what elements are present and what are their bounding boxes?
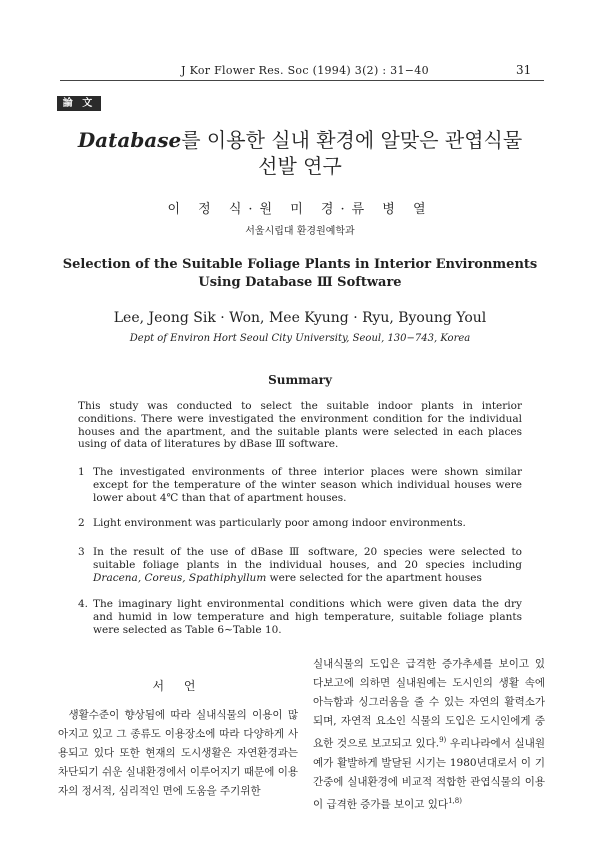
right-paragraph-continuation: 우리나라에서 실내원예가 활발하게 발달된 시기는 1980년대로서 이 기간중에 실내환경에 비교적 적합한 관엽식물의 이용이 급격한 증가를 보이고 있다 [313, 737, 545, 810]
summary-item-text-after: were selected for the apartment houses [266, 571, 482, 584]
summary-item-number: 3 [78, 546, 85, 558]
korean-title-line2: 선발 연구 [258, 154, 342, 178]
right-column-paragraph-1: 실내식물의 도입은 급격한 증가추세를 보이고 있다. [313, 658, 545, 689]
right-paragraph-text: 보고에 의하면 실내원예는 도시인의 생활 속에 아늑함과 싱그러움을 줄 수 있는 자연의 활력소가 되며, 자연적 요소인 식물의 도입은 도시인에게 중요한 것으로 보고되고 있다. [313, 677, 545, 750]
reference-marker: 1,8) [448, 796, 462, 805]
right-column-paragraph-2 [313, 674, 545, 814]
english-title-line1: Selection of the Suitable Foliage Plants in Interior Environments [62, 257, 538, 272]
summary-item-number: 2 [78, 517, 85, 529]
summary-item-4 [78, 598, 522, 636]
summary-item-2 [78, 517, 522, 530]
summary-item-3 [78, 546, 522, 584]
section-heading-introduction: 서 언 [152, 679, 204, 693]
summary-item-number: 1 [78, 466, 85, 478]
summary-item-text-before: In the result of the use of dBase Ⅲ software, 20 species were selected to suitable foliage plants in the individual houses, and 20 species including [93, 546, 522, 571]
left-column-paragraph: 생활수준이 향상됨에 따라 실내식물의 이용이 많아지고 있고 그 종류도 이용장소에 따라 다양하게 사용되고 있다 또한 현재의 도시생활은 자연환경과는 차단되기 쉬운 실내환경에서 이루어지기 때문에 이용자의 정서적, 심리적인 면에 도움을 주기위한 [58, 709, 298, 797]
summary-intro: This study was conducted to select the suitable indoor plants in interior conditions. There were investigated the environment condition for the individual houses and the apartment, and the suitable plants were selected in each places using of data of literatures by dBase Ⅲ software. [78, 400, 522, 451]
article-type-label: 論 文 [57, 96, 101, 111]
header-rule [60, 80, 544, 81]
summary-heading: Summary [268, 373, 332, 387]
english-affiliation: Dept of Environ Hort Seoul City University, Seoul, 130−743, Korea [129, 333, 471, 344]
english-authors: Lee, Jeong Sik · Won, Mee Kyung · Ryu, Byoung Youl [113, 310, 487, 326]
korean-affiliation: 서울시립대 환경원예학과 [245, 226, 355, 237]
page-number: 31 [516, 63, 532, 77]
korean-title-line1-rest: 를 이용한 실내 환경에 알맞은 관엽식물 [181, 128, 523, 152]
summary-item-text: Light environment was particularly poor among indoor environments. [93, 517, 466, 529]
summary-item-1 [78, 466, 522, 504]
summary-item-text: The imaginary light environmental conditions which were given data the dry and humid in low temperature and high temperature, suitable foliage plants were selected as Table 6∼Table 10. [93, 598, 522, 636]
journal-citation: J Kor Flower Res. Soc (1994) 3(2) : 31−40 [181, 64, 429, 77]
reference-marker: 9) [439, 736, 447, 744]
summary-item-number: 4. [78, 598, 89, 610]
summary-item-text: The investigated environments of three interior places were shown similar except for the temperature of the winter season which individual houses were lower about 4℃ than that of apartment houses. [93, 466, 522, 504]
korean-title-database-word: Database [77, 128, 182, 152]
korean-title-line1 [60, 124, 540, 153]
species-names: Dracena, Coreus, Spathiphyllum [93, 571, 267, 584]
korean-authors: 이 정 식·원 미 경·류 병 열 [167, 202, 433, 217]
summary-item-text [93, 546, 522, 584]
english-title-line2: Using Database Ⅲ Software [198, 275, 402, 290]
